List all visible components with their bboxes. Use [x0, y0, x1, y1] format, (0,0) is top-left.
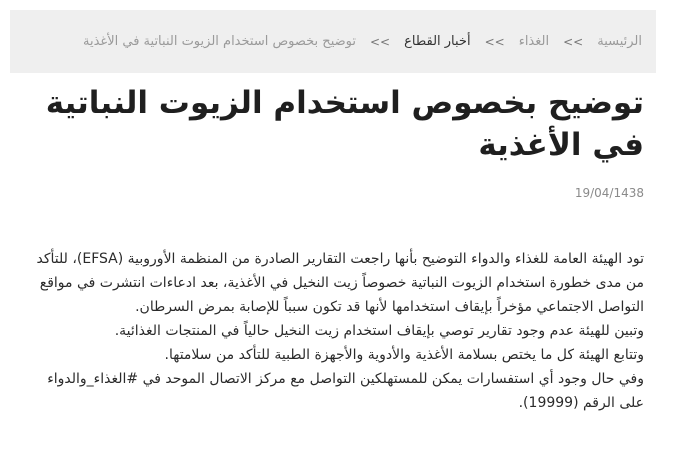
breadcrumb-separator: >>: [484, 34, 505, 49]
page-title: توضيح بخصوص استخدام الزيوت النباتية في الأغذية: [45, 85, 644, 163]
breadcrumb-separator: >>: [563, 34, 584, 49]
breadcrumb-separator: >>: [370, 34, 391, 49]
article-paragraph: وتبين للهيئة عدم وجود تقارير توصي بإيقاف استخدام زيت النخيل حالياً في المنتجات الغذائية.: [114, 323, 644, 339]
article-paragraph: تود الهيئة العامة للغذاء والدواء التوضيح بأنها راجعت التقارير الصادرة من المنظمة الأوروبية (EFSA)، للتأكد من مدى خطورة استخدام الزيوت النباتية خصوصاً زيت النخيل في الأغذية، بعد ادعاءات انتشرت في مواقع التواصل الاجتماعي مؤخراً بإيقاف استخدامها لأنها قد تكون سبباً للإصابة بمرض السرطان.: [36, 251, 644, 315]
breadcrumb-current-page: توضيح بخصوص استخدام الزيوت النباتية في الأغذية: [83, 34, 356, 49]
breadcrumb-home-link[interactable]: الرئيسية: [597, 34, 642, 49]
breadcrumb-sector-news-link[interactable]: أخبار القطاع: [404, 34, 471, 49]
breadcrumb-food-link[interactable]: الغذاء: [518, 34, 550, 49]
publish-date: 19/04/1438: [574, 186, 644, 200]
article-paragraph: وفي حال وجود أي استفسارات يمكن للمستهلكين التواصل مع مركز الاتصال الموحد في #الغذاء_والدواء على الرقم (19999).: [47, 371, 644, 411]
breadcrumb: [10, 10, 656, 73]
article-paragraph: وتتابع الهيئة كل ما يختص بسلامة الأغذية والأدوية والأجهزة الطبية للتأكد من سلامتها.: [164, 347, 644, 363]
article-body: [32, 247, 644, 415]
